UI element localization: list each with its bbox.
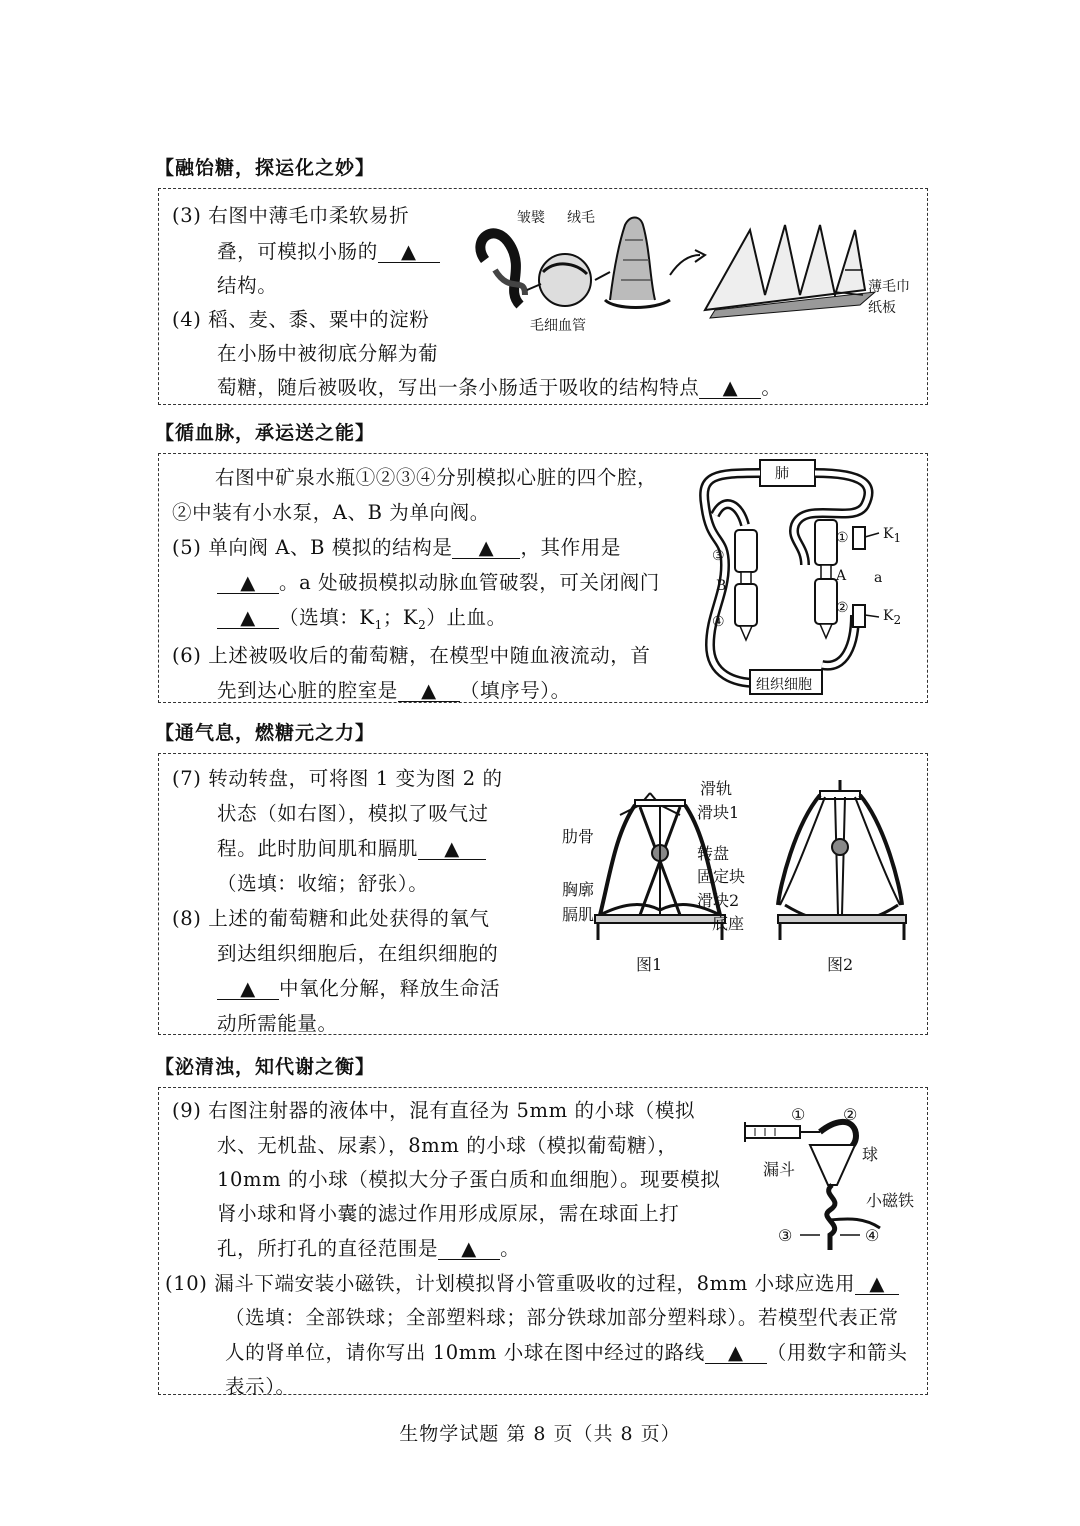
label-ball: 球 (862, 1145, 879, 1164)
heart-intro-line1: 右图中矿泉水瓶①②③④分别模拟心脏的四个腔， (215, 466, 658, 489)
answer-blank[interactable]: ▲ (855, 1273, 899, 1295)
q9-line1: (9) 右图注射器的液体中，混有直径为 5mm 的小球（模拟 (172, 1099, 696, 1122)
label-valve-A: A (836, 568, 847, 584)
label-fig1: 图1 (636, 955, 663, 974)
label-fold: 皱襞 (517, 210, 545, 226)
label-tissue-cell: 组织细胞 (756, 677, 812, 693)
label-rail: 滑轨 (700, 779, 733, 798)
label-point-a: a (874, 570, 883, 586)
q8-line3: ▲ 中氧化分解，释放生命活 (217, 973, 500, 1001)
answer-blank[interactable]: ▲ (699, 377, 761, 399)
label-k-3: ③ (778, 1226, 793, 1245)
label-slider1: 滑块1 (697, 803, 740, 822)
page-footer: 生物学试题 第 8 页（共 8 页） (399, 1423, 681, 1445)
q4-line1: (4) 稻、麦、黍、粟中的淀粉 (172, 308, 430, 331)
label-chest: 胸廓 (562, 880, 595, 899)
q3-line2: 叠，可模拟小肠的 ▲ (217, 236, 440, 264)
label-k-2: ② (843, 1105, 858, 1124)
answer-blank[interactable]: ▲ (452, 537, 520, 559)
answer-blank[interactable]: ▲ (438, 1238, 500, 1260)
answer-blank[interactable]: ▲ (418, 838, 486, 860)
q10-line3: 人的肾单位，请你写出 10mm 小球在图中经过的路线 ▲ （用数字和箭头 (225, 1341, 908, 1364)
label-towel: 薄毛巾 (868, 279, 910, 295)
label-base: 底座 (712, 914, 745, 933)
q6-line2: 先到达心脏的腔室是 ▲ （填序号）。 (217, 679, 571, 702)
q8-line2: 到达组织细胞后，在组织细胞的 (217, 942, 499, 965)
answer-blank[interactable]: ▲ (217, 572, 279, 594)
label-K1: $K_1$ (883, 526, 902, 545)
q8-line1: (8) 上述的葡萄糖和此处获得的氧气 (172, 907, 490, 930)
label-diaphragm: 膈肌 (562, 905, 595, 924)
label-K2: $K_2$ (883, 608, 902, 627)
answer-blank[interactable]: ▲ (217, 607, 279, 629)
label-capillary: 毛细血管 (530, 318, 586, 334)
q5-line1: (5) 单向阀 A、B 模拟的结构是 ▲ ，其作用是 (172, 536, 621, 559)
label-chamber-1: ① (836, 530, 849, 546)
q6-line1: (6) 上述被吸收后的葡萄糖，在模型中随血液流动，首 (172, 644, 651, 667)
label-chamber-2: ② (836, 600, 849, 616)
q10-line2: （选填：全部铁球；全部塑料球；部分铁球加部分塑料球）。若模型代表正常 (225, 1306, 899, 1329)
label-k-4: ④ (865, 1226, 880, 1245)
label-rib: 肋骨 (562, 827, 595, 846)
q10-line1: (10) 漏斗下端安装小磁铁，计划模拟肾小管重吸收的过程，8mm 小球应选用 ▲ (165, 1268, 899, 1296)
label-fig2: 图2 (827, 955, 854, 974)
kidney-model-figure (740, 1100, 920, 1260)
q9-line5: 孔，所打孔的直径范围是 ▲ 。 (217, 1237, 521, 1260)
q7-line1: (7) 转动转盘，可将图 1 变为图 2 的 (172, 767, 503, 790)
label-villus: 绒毛 (567, 210, 595, 226)
label-magnet: 小磁铁 (866, 1191, 915, 1210)
q7-line4: （选填：收缩；舒张）。 (217, 872, 429, 895)
label-lung: 肺 (775, 466, 789, 482)
section-title-1: 【融饴糖，探运化之妙】 (155, 157, 376, 179)
q5-line2: ▲ 。a 处破损模拟动脉血管破裂，可关闭阀门 (217, 567, 660, 595)
label-k-1: ① (791, 1105, 806, 1124)
q4-line3: 萄糖，随后被吸收，写出一条小肠适于吸收的结构特点 ▲ 。 (217, 376, 782, 399)
breathing-model-figure (580, 775, 920, 950)
label-slider2: 滑块2 (697, 891, 740, 910)
heart-model-figure (695, 455, 920, 700)
label-chamber-3: ③ (712, 548, 725, 564)
answer-blank[interactable]: ▲ (705, 1342, 767, 1364)
q3-line1: (3) 右图中薄毛巾柔软易折 (172, 204, 410, 227)
answer-blank[interactable]: ▲ (398, 680, 460, 702)
section-title-2: 【循血脉，承运送之能】 (155, 422, 376, 444)
q7-line3: 程。此时肋间肌和膈肌 ▲ (217, 833, 486, 861)
q9-line4: 肾小球和肾小囊的滤过作用形成原尿，需在球面上打 (217, 1202, 680, 1225)
q9-line2: 水、无机盐、尿素），8mm 的小球（模拟葡萄糖）， (217, 1134, 678, 1157)
q3-line3: 结构。 (217, 274, 278, 297)
section-title-4: 【泌清浊，知代谢之衡】 (155, 1056, 376, 1078)
q10-line4: 表示）。 (225, 1375, 296, 1398)
q8-line4: 动所需能量。 (217, 1012, 338, 1035)
label-chamber-4: ④ (712, 614, 725, 630)
q7-line2: 状态（如右图），模拟了吸气过 (217, 802, 489, 825)
answer-blank[interactable]: ▲ (378, 241, 440, 263)
q9-line3: 10mm 的小球（模拟大分子蛋白质和血细胞）。现要模拟 (217, 1168, 721, 1191)
label-valve-B: B (716, 578, 727, 594)
answer-blank[interactable]: ▲ (217, 978, 279, 1000)
q4-line2: 在小肠中被彻底分解为葡 (217, 342, 439, 365)
label-disk: 转盘 (697, 844, 730, 863)
q5-line3: ▲ （选填：$K_1$；$K_2$）止血。 (217, 602, 507, 632)
label-board: 纸板 (868, 300, 896, 316)
section-title-3: 【通气息，燃糖元之力】 (155, 722, 376, 744)
label-funnel: 漏斗 (763, 1160, 796, 1179)
label-fixed-block: 固定块 (697, 867, 746, 886)
heart-intro-line2: ②中装有小水泵，A、B 为单向阀。 (172, 501, 490, 524)
